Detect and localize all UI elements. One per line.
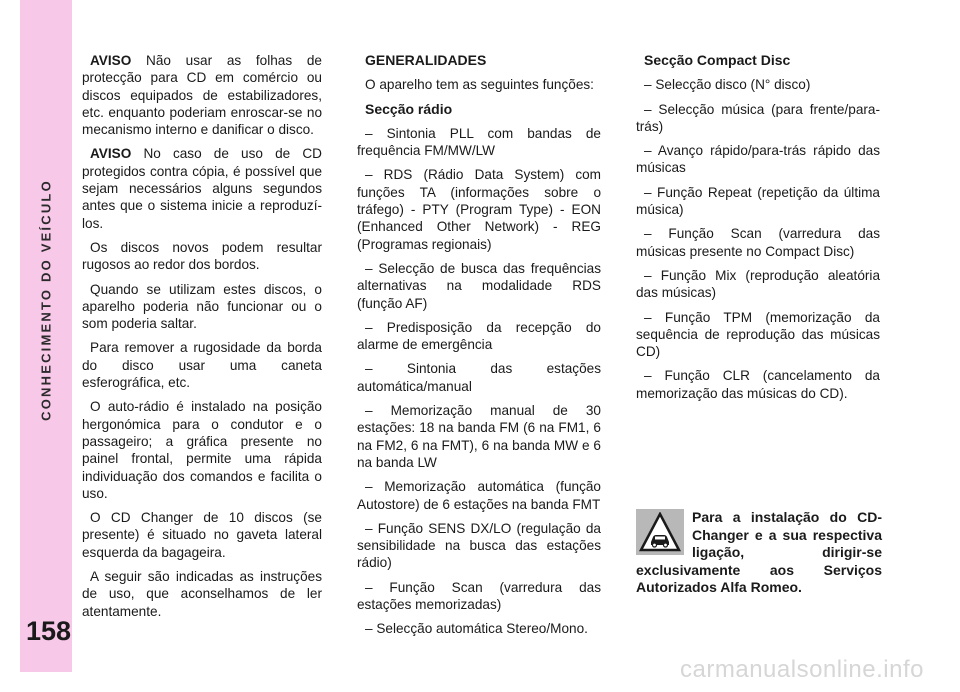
list-item: – Selecção música (para frente/para-trás)	[636, 101, 880, 134]
aviso-text: No caso de uso de CD protegidos contra cópia, é possível que sejam necessários alguns segundos antes que o sistema inicie a reproduzí-los.	[82, 146, 322, 231]
aviso-paragraph-1	[82, 52, 322, 138]
column-1	[82, 52, 322, 627]
warning-text: Para a instalação do CD-Changer e a sua respectiva ligação, dirigir-se exclusivamente aos Serviços Autorizados Alfa Romeo.	[636, 509, 882, 595]
list-item: – Função CLR (cancelamento da memorização das músicas do CD).	[636, 368, 880, 401]
aviso-label: AVISO	[90, 146, 132, 162]
warning-triangle-car-icon	[636, 509, 684, 555]
paragraph: O CD Changer de 10 discos (se presente) é situado no gaveta lateral esquerda da bagageira.	[82, 510, 322, 560]
page-number: 158	[26, 616, 72, 646]
column-2	[357, 52, 601, 645]
list-item: – Selecção disco (N° disco)	[644, 77, 811, 93]
paragraph: Quando se utilizam estes discos, o aparelho poderia não funcionar ou o som poderia saltar.	[82, 281, 322, 332]
paragraph: A seguir são indicadas as instruções de uso, que aconselhamos de ler atentamente.	[82, 569, 322, 619]
paragraph: Para remover a rugosidade da borda do disco usar uma caneta esferográfica, etc.	[82, 340, 322, 391]
list-item: – Função Mix (reprodução aleatória das músicas)	[636, 267, 880, 301]
list-item: – Selecção de busca das frequências alternativas na modalidade RDS (função AF)	[357, 260, 601, 311]
warning-box	[636, 509, 882, 597]
section-title-text: CONHECIMENTO DO VEÍCULO	[38, 179, 54, 421]
column-3	[636, 52, 880, 409]
list-item: – Sintonia PLL com bandas de frequência FM/MW/LW	[357, 125, 601, 159]
list-item: – Função TPM (memorização da sequência de reprodução das músicas CD)	[636, 309, 880, 360]
paragraph: O auto-rádio é instalado na posição hergonómica para o condutor e o passageiro; a gráfica presente no painel frontal, permite uma rápida individuação dos comandos e facilita o uso.	[82, 399, 322, 501]
list-item: – Função Scan (varredura das estações memorizadas)	[357, 579, 601, 613]
aviso-paragraph-2	[82, 145, 322, 231]
section-heading: GENERALIDADES	[365, 52, 487, 68]
intro-paragraph: O aparelho tem as seguintes funções:	[365, 77, 594, 93]
list-item: – Função Scan (varredura das músicas presente no Compact Disc)	[636, 226, 880, 259]
subheading-cd: Secção Compact Disc	[644, 52, 791, 68]
list-item: – Sintonia das estações automática/manual	[357, 361, 601, 394]
aviso-text: Não usar as folhas de protecção para CD em comércio ou discos equipados de estabilizadores, etc. enquanto poderiam enroscar-se no mecanismo interno e danificar o disco.	[82, 53, 322, 138]
list-item: – Função SENS DX/LO (regulação da sensibilidade na busca das estações rádio)	[357, 520, 601, 571]
paragraph: Os discos novos podem resultar rugosos ao redor dos bordos.	[82, 239, 322, 273]
list-item: – Função Repeat (repetição da última música)	[636, 184, 880, 218]
list-item: – Memorização automática (função Autostore) de 6 estações na banda FMT	[357, 479, 601, 512]
aviso-label: AVISO	[90, 53, 132, 68]
list-item: – Predisposição da recepção do alarme de emergência	[357, 319, 601, 353]
list-item: – RDS (Rádio Data System) com funções TA (informações sobre o tráfego) - PTY (Program Type) - EON (Enhanced Other Network) - REG (Programas regionais)	[357, 167, 601, 252]
list-item: – Memorização manual de 30 estações: 18 na banda FM (6 na FM1, 6 na FM2, 6 na FMT), 6 na banda MW e 6 na banda LW	[357, 403, 601, 470]
subheading-radio: Secção rádio	[365, 100, 453, 117]
watermark: carmanualsonline.info	[680, 656, 924, 683]
list-item: – Selecção automática Stereo/Mono.	[365, 621, 588, 637]
list-item: – Avanço rápido/para-trás rápido das músicas	[636, 143, 880, 176]
